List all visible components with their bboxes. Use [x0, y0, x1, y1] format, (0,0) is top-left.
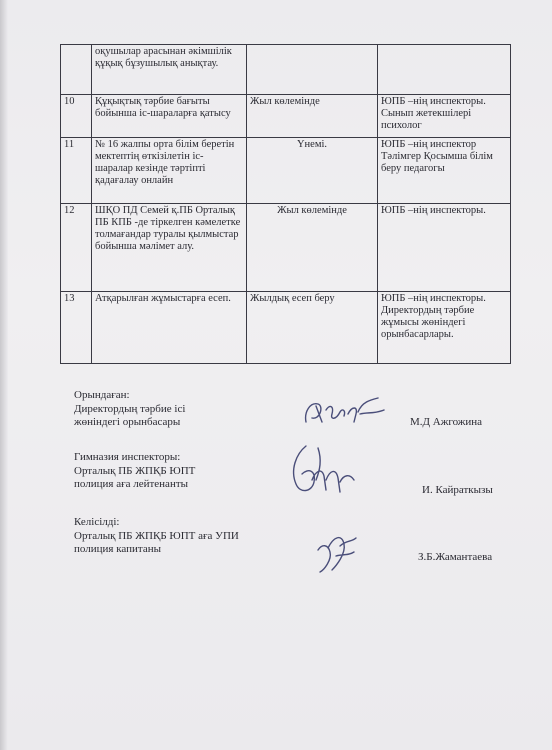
- row-number: 10: [61, 95, 92, 138]
- inspector-name: И. Кайраткызы: [422, 484, 493, 496]
- table-row: [61, 45, 511, 95]
- row-number: [61, 45, 92, 95]
- prepared-name: М.Д Ажгожина: [410, 416, 483, 428]
- inspector-dept: Орталық ПБ ЖПҚБ ЮПТ: [74, 464, 196, 477]
- activity-plan-table: [60, 44, 511, 364]
- signature-inspector: [282, 440, 362, 500]
- row-time: Жыл көлемінде: [247, 95, 378, 138]
- agreed-block: [74, 516, 239, 557]
- row-task: Құқықтық тәрбие бағыты бойынша іс-шараларға қатысу: [92, 95, 247, 138]
- row-responsible: ЮПБ –нің инспекторы.: [378, 204, 511, 292]
- row-time: Жылдық есеп беру: [247, 292, 378, 364]
- prepared-position-line2: жөніндегі орынбасары: [74, 416, 181, 428]
- row-task: оқушылар арасынан әкімшілік құқық бұзушылық анықтау.: [92, 45, 247, 95]
- row-responsible: ЮПБ –нің инспекторы. Сынып жетекшілері психолог: [378, 95, 511, 138]
- inspector-rank: полиция аға лейтенанты: [74, 478, 189, 490]
- row-responsible: ЮПБ –нің инспекторы. Директордың тәрбие жұмысы жөніндегі орынбасарлары.: [378, 292, 511, 364]
- agreed-name: З.Б.Жамантаева: [418, 551, 493, 563]
- inspector-title: Гимназия инспекторы:: [74, 451, 181, 463]
- agreed-position-line1: Орталық ПБ ЖПҚБ ЮПТ аға УПИ: [74, 529, 239, 542]
- row-time: [247, 45, 378, 95]
- row-task: № 16 жалпы орта білім беретін мектептің өткізілетін іс- шаралар кезінде тәртіпті қадағалау онлайн: [92, 138, 247, 204]
- prepared-by-block: [74, 389, 185, 430]
- row-responsible: [378, 45, 511, 95]
- table-row: [61, 95, 511, 138]
- prepared-heading: Орындаған:: [74, 389, 130, 401]
- row-number: 12: [61, 204, 92, 292]
- row-task: Атқарылған жұмыстарға есеп.: [92, 292, 247, 364]
- prepared-position-line1: Директордың тәрбие ісі: [74, 402, 186, 415]
- agreed-heading: Келісілді:: [74, 516, 120, 528]
- page-edge-shadow: [0, 0, 8, 750]
- row-responsible: ЮПБ –нің инспектор Тәлімгер Қосымша білім беру педагогы: [378, 138, 511, 204]
- signature-agreed: [312, 526, 362, 576]
- row-number: 13: [61, 292, 92, 364]
- row-time: Үнемі.: [247, 138, 378, 204]
- agreed-rank: полиция капитаны: [74, 543, 161, 555]
- table-row: [61, 138, 511, 204]
- table-row: [61, 204, 511, 292]
- signature-prepared: [300, 392, 390, 432]
- row-number: 11: [61, 138, 92, 204]
- row-task: ШҚО ПД Семей қ.ПБ Орталық ПБ КПБ -де тіркелген кәмелетке толмағандар туралы қылмыстар бойынша мәлімет алу.: [92, 204, 247, 292]
- row-time: Жыл көлемінде: [247, 204, 378, 292]
- table-row: [61, 292, 511, 364]
- inspector-block: [74, 451, 195, 492]
